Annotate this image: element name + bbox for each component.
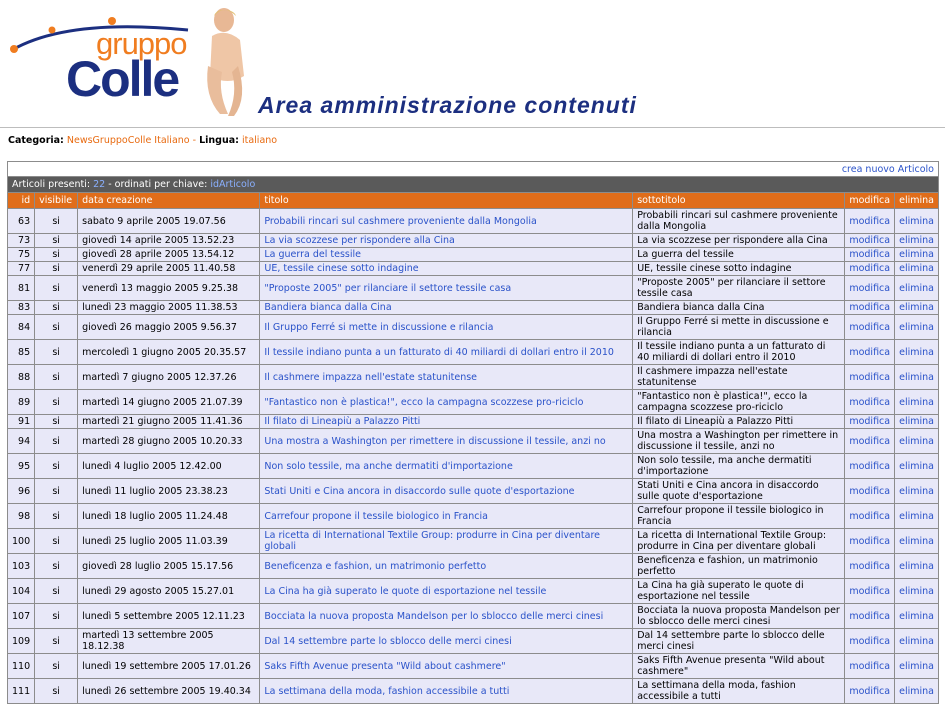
info-row [8, 177, 939, 193]
cell-date: martedì 7 giugno 2005 12.37.26 [78, 365, 260, 390]
cell-subtitle: Saks Fifth Avenue presenta "Wild about cashmere" [633, 654, 845, 679]
cell-date: giovedì 26 maggio 2005 9.56.37 [78, 315, 260, 340]
delete-link[interactable]: elimina [895, 529, 939, 554]
table-row [8, 654, 939, 679]
col-header-subtitle[interactable]: sottotitolo [633, 193, 845, 209]
cell-visible: si [35, 415, 78, 429]
info-sort-key: idArticolo [210, 179, 256, 190]
cell-title-link[interactable]: La via scozzese per rispondere alla Cina [260, 234, 633, 248]
edit-link[interactable]: modifica [845, 654, 895, 679]
cell-subtitle: UE, tessile cinese sotto indagine [633, 262, 845, 276]
breadcrumb [8, 135, 277, 146]
cell-date: lunedì 4 luglio 2005 12.42.00 [78, 454, 260, 479]
cell-title-link[interactable]: UE, tessile cinese sotto indagine [260, 262, 633, 276]
cell-title-link[interactable]: Probabili rincari sul cashmere proveniente dalla Mongolia [260, 209, 633, 234]
table-row [8, 679, 939, 704]
edit-link[interactable]: modifica [845, 629, 895, 654]
delete-link[interactable]: elimina [895, 629, 939, 654]
edit-link[interactable]: modifica [845, 234, 895, 248]
cell-title-link[interactable]: Il cashmere impazza nell'estate statunitense [260, 365, 633, 390]
cell-visible: si [35, 340, 78, 365]
articles-table [7, 161, 939, 704]
col-header-id[interactable]: id [8, 193, 35, 209]
table-toolbar-row [8, 162, 939, 177]
model-photo [198, 6, 254, 120]
cell-visible: si [35, 454, 78, 479]
cell-id: 107 [8, 604, 35, 629]
edit-link[interactable]: modifica [845, 579, 895, 604]
cell-subtitle: Una mostra a Washington per rimettere in discussione il tessile, anzi no [633, 429, 845, 454]
cell-visible: si [35, 654, 78, 679]
cell-id: 109 [8, 629, 35, 654]
table-row [8, 504, 939, 529]
table-row [8, 340, 939, 365]
cell-date: lunedì 29 agosto 2005 15.27.01 [78, 579, 260, 604]
cell-date: martedì 28 giugno 2005 10.20.33 [78, 429, 260, 454]
table-row [8, 554, 939, 579]
edit-link[interactable]: modifica [845, 454, 895, 479]
breadcrumb-separator: - [192, 135, 197, 146]
categoria-label: Categoria: [8, 135, 64, 146]
col-header-delete: elimina [895, 193, 939, 209]
cell-visible: si [35, 262, 78, 276]
cell-subtitle: Il Gruppo Ferré si mette in discussione e rilancia [633, 315, 845, 340]
cell-date: lunedì 11 luglio 2005 23.38.23 [78, 479, 260, 504]
col-header-title[interactable]: titolo [260, 193, 633, 209]
cell-date: lunedì 26 settembre 2005 19.40.34 [78, 679, 260, 704]
cell-title-link[interactable]: Una mostra a Washington per rimettere in discussione il tessile, anzi no [260, 429, 633, 454]
cell-date: giovedì 14 aprile 2005 13.52.23 [78, 234, 260, 248]
edit-link[interactable]: modifica [845, 301, 895, 315]
cell-id: 83 [8, 301, 35, 315]
cell-id: 88 [8, 365, 35, 390]
cell-date: martedì 14 giugno 2005 21.07.39 [78, 390, 260, 415]
delete-link[interactable]: elimina [895, 554, 939, 579]
cell-visible: si [35, 390, 78, 415]
cell-subtitle: Bandiera bianca dalla Cina [633, 301, 845, 315]
table-row [8, 429, 939, 454]
cell-date: venerdì 29 aprile 2005 11.40.58 [78, 262, 260, 276]
cell-id: 94 [8, 429, 35, 454]
cell-subtitle: Il tessile indiano punta a un fatturato di 40 miliardi di dollari entro il 2010 [633, 340, 845, 365]
logo-colle-text: Colle [66, 51, 179, 107]
edit-link[interactable]: modifica [845, 604, 895, 629]
cell-subtitle: La ricetta di International Textile Group: produrre in Cina per diventare globali [633, 529, 845, 554]
cell-date: mercoledì 1 giugno 2005 20.35.57 [78, 340, 260, 365]
table-row [8, 209, 939, 234]
delete-link[interactable]: elimina [895, 579, 939, 604]
cell-subtitle: Beneficenza e fashion, un matrimonio perfetto [633, 554, 845, 579]
cell-date: lunedì 5 settembre 2005 12.11.23 [78, 604, 260, 629]
edit-link[interactable]: modifica [845, 679, 895, 704]
cell-date: martedì 21 giugno 2005 11.41.36 [78, 415, 260, 429]
delete-link[interactable]: elimina [895, 415, 939, 429]
cell-visible: si [35, 301, 78, 315]
cell-id: 104 [8, 579, 35, 604]
cell-id: 98 [8, 504, 35, 529]
cell-title-link[interactable]: "Proposte 2005" per rilanciare il settore tessile casa [260, 276, 633, 301]
cell-id: 91 [8, 415, 35, 429]
table-row [8, 315, 939, 340]
table-row [8, 415, 939, 429]
cell-id: 89 [8, 390, 35, 415]
col-header-visible[interactable]: visibile [35, 193, 78, 209]
cell-title-link[interactable]: Carrefour propone il tessile biologico in Francia [260, 504, 633, 529]
cell-visible: si [35, 679, 78, 704]
cell-title-link[interactable]: Il Gruppo Ferré si mette in discussione e rilancia [260, 315, 633, 340]
cell-id: 95 [8, 454, 35, 479]
cell-date: martedì 13 settembre 2005 18.12.38 [78, 629, 260, 654]
cell-subtitle: "Fantastico non è plastica!", ecco la campagna scozzese pro-riciclo [633, 390, 845, 415]
delete-link[interactable]: elimina [895, 604, 939, 629]
cell-visible: si [35, 554, 78, 579]
cell-visible: si [35, 629, 78, 654]
cell-date: lunedì 18 luglio 2005 11.24.48 [78, 504, 260, 529]
cell-id: 73 [8, 234, 35, 248]
new-article-link[interactable]: crea nuovo Articolo [841, 163, 934, 175]
delete-link[interactable]: elimina [895, 315, 939, 340]
delete-link[interactable]: elimina [895, 679, 939, 704]
categoria-link[interactable]: NewsGruppoColle Italiano [66, 135, 190, 146]
edit-link[interactable]: modifica [845, 209, 895, 234]
table-row [8, 479, 939, 504]
cell-date: giovedì 28 luglio 2005 15.17.56 [78, 554, 260, 579]
cell-title-link[interactable]: Saks Fifth Avenue presenta "Wild about cashmere" [260, 654, 633, 679]
header-row [8, 193, 939, 209]
cell-date: lunedì 25 luglio 2005 11.03.39 [78, 529, 260, 554]
table-row [8, 301, 939, 315]
delete-link[interactable]: elimina [895, 429, 939, 454]
col-header-date[interactable]: data creazione [78, 193, 260, 209]
info-middle: - ordinati per chiave: [108, 179, 208, 190]
cell-date: sabato 9 aprile 2005 19.07.56 [78, 209, 260, 234]
delete-link[interactable]: elimina [895, 340, 939, 365]
delete-link[interactable]: elimina [895, 504, 939, 529]
cell-id: 81 [8, 276, 35, 301]
edit-link[interactable]: modifica [845, 315, 895, 340]
delete-link[interactable]: elimina [895, 301, 939, 315]
edit-link[interactable]: modifica [845, 248, 895, 262]
cell-id: 96 [8, 479, 35, 504]
table-row [8, 234, 939, 248]
cell-id: 110 [8, 654, 35, 679]
delete-link[interactable]: elimina [895, 234, 939, 248]
cell-title-link[interactable]: Bandiera bianca dalla Cina [260, 301, 633, 315]
delete-link[interactable]: elimina [895, 454, 939, 479]
cell-subtitle: Probabili rincari sul cashmere proveniente dalla Mongolia [633, 209, 845, 234]
cell-subtitle: La guerra del tessile [633, 248, 845, 262]
table-row [8, 248, 939, 262]
edit-link[interactable]: modifica [845, 262, 895, 276]
edit-link[interactable]: modifica [845, 340, 895, 365]
delete-link[interactable]: elimina [895, 654, 939, 679]
table-row [8, 604, 939, 629]
cell-id: 63 [8, 209, 35, 234]
logo-gruppo-text: gruppo [96, 26, 187, 61]
edit-link[interactable]: modifica [845, 479, 895, 504]
cell-subtitle: Bocciata la nuova proposta Mandelson per lo sblocco delle merci cinesi [633, 604, 845, 629]
lingua-label: Lingua: [199, 135, 239, 146]
cell-title-link[interactable]: La settimana della moda, fashion accessibile a tutti [260, 679, 633, 704]
cell-subtitle: La Cina ha già superato le quote di esportazione nel tessile [633, 579, 845, 604]
cell-title-link[interactable]: Stati Uniti e Cina ancora in disaccordo sulle quote d'esportazione [260, 479, 633, 504]
cell-visible: si [35, 234, 78, 248]
table-row [8, 390, 939, 415]
cell-title-link[interactable]: La Cina ha già superato le quote di esportazione nel tessile [260, 579, 633, 604]
edit-link[interactable]: modifica [845, 415, 895, 429]
cell-title-link[interactable]: La ricetta di International Textile Group: produrre in Cina per diventare globali [260, 529, 633, 554]
delete-link[interactable]: elimina [895, 276, 939, 301]
edit-link[interactable]: modifica [845, 429, 895, 454]
table-row [8, 262, 939, 276]
cell-id: 111 [8, 679, 35, 704]
page-header [0, 0, 945, 128]
cell-title-link[interactable]: Il filato di Lineapiù a Palazzo Pitti [260, 415, 633, 429]
lingua-link[interactable]: italiano [241, 135, 278, 146]
delete-link[interactable]: elimina [895, 479, 939, 504]
cell-title-link[interactable]: Non solo tessile, ma anche dermatiti d'importazione [260, 454, 633, 479]
delete-link[interactable]: elimina [895, 365, 939, 390]
table-row [8, 529, 939, 554]
delete-link[interactable]: elimina [895, 248, 939, 262]
cell-id: 85 [8, 340, 35, 365]
cell-id: 100 [8, 529, 35, 554]
edit-link[interactable]: modifica [845, 365, 895, 390]
table-row [8, 629, 939, 654]
edit-link[interactable]: modifica [845, 529, 895, 554]
delete-link[interactable]: elimina [895, 390, 939, 415]
cell-date: lunedì 19 settembre 2005 17.01.26 [78, 654, 260, 679]
info-count: 22 [93, 179, 106, 190]
cell-subtitle: La via scozzese per rispondere alla Cina [633, 234, 845, 248]
cell-visible: si [35, 504, 78, 529]
cell-visible: si [35, 604, 78, 629]
cell-id: 103 [8, 554, 35, 579]
table-row [8, 579, 939, 604]
cell-date: giovedì 28 aprile 2005 13.54.12 [78, 248, 260, 262]
cell-id: 75 [8, 248, 35, 262]
cell-title-link[interactable]: Dal 14 settembre parte lo sblocco delle merci cinesi [260, 629, 633, 654]
cell-title-link[interactable]: Il tessile indiano punta a un fatturato di 40 miliardi di dollari entro il 2010 [260, 340, 633, 365]
edit-link[interactable]: modifica [845, 276, 895, 301]
cell-subtitle: Non solo tessile, ma anche dermatiti d'importazione [633, 454, 845, 479]
cell-subtitle: La settimana della moda, fashion accessibile a tutti [633, 679, 845, 704]
edit-link[interactable]: modifica [845, 390, 895, 415]
cell-subtitle: "Proposte 2005" per rilanciare il settore tessile casa [633, 276, 845, 301]
table-row [8, 276, 939, 301]
cell-title-link[interactable]: Beneficenza e fashion, un matrimonio perfetto [260, 554, 633, 579]
cell-visible: si [35, 429, 78, 454]
cell-subtitle: Dal 14 settembre parte lo sblocco delle merci cinesi [633, 629, 845, 654]
delete-link[interactable]: elimina [895, 209, 939, 234]
edit-link[interactable]: modifica [845, 554, 895, 579]
cell-visible: si [35, 276, 78, 301]
area-title: Area amministrazione contenuti [258, 92, 637, 118]
info-prefix: Articoli presenti: [12, 179, 91, 190]
cell-subtitle: Carrefour propone il tessile biologico in Francia [633, 504, 845, 529]
delete-link[interactable]: elimina [895, 262, 939, 276]
cell-title-link[interactable]: Bocciata la nuova proposta Mandelson per lo sblocco delle merci cinesi [260, 604, 633, 629]
edit-link[interactable]: modifica [845, 504, 895, 529]
cell-visible: si [35, 248, 78, 262]
table-row [8, 365, 939, 390]
col-header-edit: modifica [845, 193, 895, 209]
table-row [8, 454, 939, 479]
cell-date: lunedì 23 maggio 2005 11.38.53 [78, 301, 260, 315]
cell-visible: si [35, 579, 78, 604]
cell-visible: si [35, 529, 78, 554]
cell-subtitle: Il filato di Lineapiù a Palazzo Pitti [633, 415, 845, 429]
cell-title-link[interactable]: La guerra del tessile [260, 248, 633, 262]
cell-visible: si [35, 365, 78, 390]
cell-visible: si [35, 479, 78, 504]
cell-date: venerdì 13 maggio 2005 9.25.38 [78, 276, 260, 301]
cell-id: 84 [8, 315, 35, 340]
cell-title-link[interactable]: "Fantastico non è plastica!", ecco la campagna scozzese pro-riciclo [260, 390, 633, 415]
cell-visible: si [35, 209, 78, 234]
cell-visible: si [35, 315, 78, 340]
cell-subtitle: Stati Uniti e Cina ancora in disaccordo sulle quote d'esportazione [633, 479, 845, 504]
cell-id: 77 [8, 262, 35, 276]
cell-subtitle: Il cashmere impazza nell'estate statunitense [633, 365, 845, 390]
